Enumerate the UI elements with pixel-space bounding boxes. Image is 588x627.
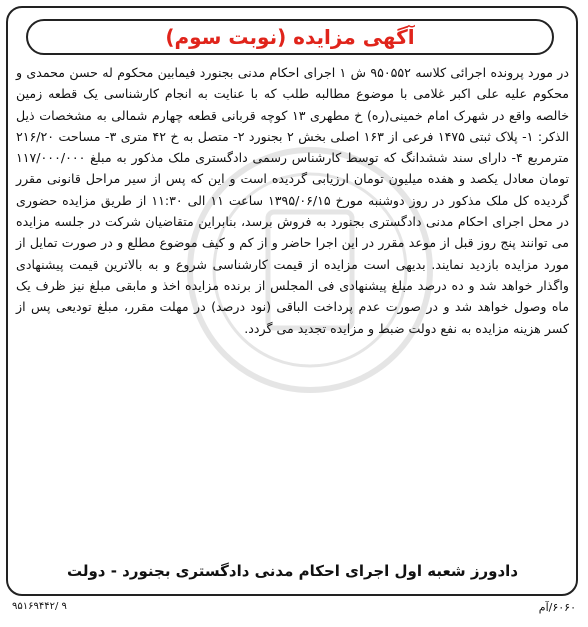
notice-body: در مورد پرونده اجرائی کلاسه ۹۵۰۵۵۲ ش ۱ اجرای احکام مدنی بجنورد فیمابین محکوم له حسن محمدی و محکوم علیه علی اکبر غلامی با موضوع مطالبه طلب که با عنایت به انجام کارشناسی یک قطعه زمین خالصه واقع در شهرک امام خمینی(ره) خ مطهری ۱۳ کوچه قربانی قطعه چهارم شمالی به مشخصات ذیل الذکر: ۱- پلاک ثبتی ۱۴۷۵ فرعی از ۱۶۳ اصلی بخش ۲ بجنورد ۲- متصل به خ ۴۲ متری ۳- مساحت ۲۱۶/۲۰ مترمربع ۴- دارای سند ششدانگ که توسط کارشناس رسمی دادگستری ملک مذکور به مبلغ ۱۱۷/۰۰۰/۰۰۰ تومان معادل یکصد و هفده میلیون تومان ارزیابی گردیده است و این که پس از سیر مراحل قانونی مقرر گردیده کل ملک مذکور در روز دوشنبه مورخ ۱۳۹۵/۰۶/۱۵ ساعت ۱۱ الی ۱۱:۳۰ از طریق مزایده حضوری در محل اجرای احکام مدنی دادگستری بجنورد به فروش برسد، بنابراین متقاضیان شرکت در جلسه مزایده می توانند پنج روز قبل از موعد مقرر در این اجرا حاضر و از کم و کیف موضوع مطلع و در صورت تمایل از مورد مزایده بازدید نمایند. بدیهی است مزایده از قیمت کارشناسی شروع و به بالاترین قیمت پیشنهادی واگذار خواهد شد و ده درصد مبلغ پیشنهادی فی المجلس از برنده مزایده اخذ و مابقی مبلغ نیز ظرف یک ماه وصول خواهد شد و در صورت عدم پرداخت الباقی (نود درصد) در مهلت مقرر، مبلغ تودیعی پس از کسر هزینه مزایده به نفع دولت ضبط و مزایده تجدید می گردد. [16, 65, 569, 336]
notice-code: ۹۵۱۶۹۴۴۲/ ۹ [12, 601, 67, 612]
notice-signature: دادورز شعبه اول اجرای احکام مدنی دادگستری بجنورد - دولت [66, 562, 519, 580]
title-box [26, 19, 554, 55]
reference-number: ۶۰۶۰/آم [538, 601, 576, 614]
notice-title: آگهی مزایده (نوبت سوم) [165, 25, 415, 49]
